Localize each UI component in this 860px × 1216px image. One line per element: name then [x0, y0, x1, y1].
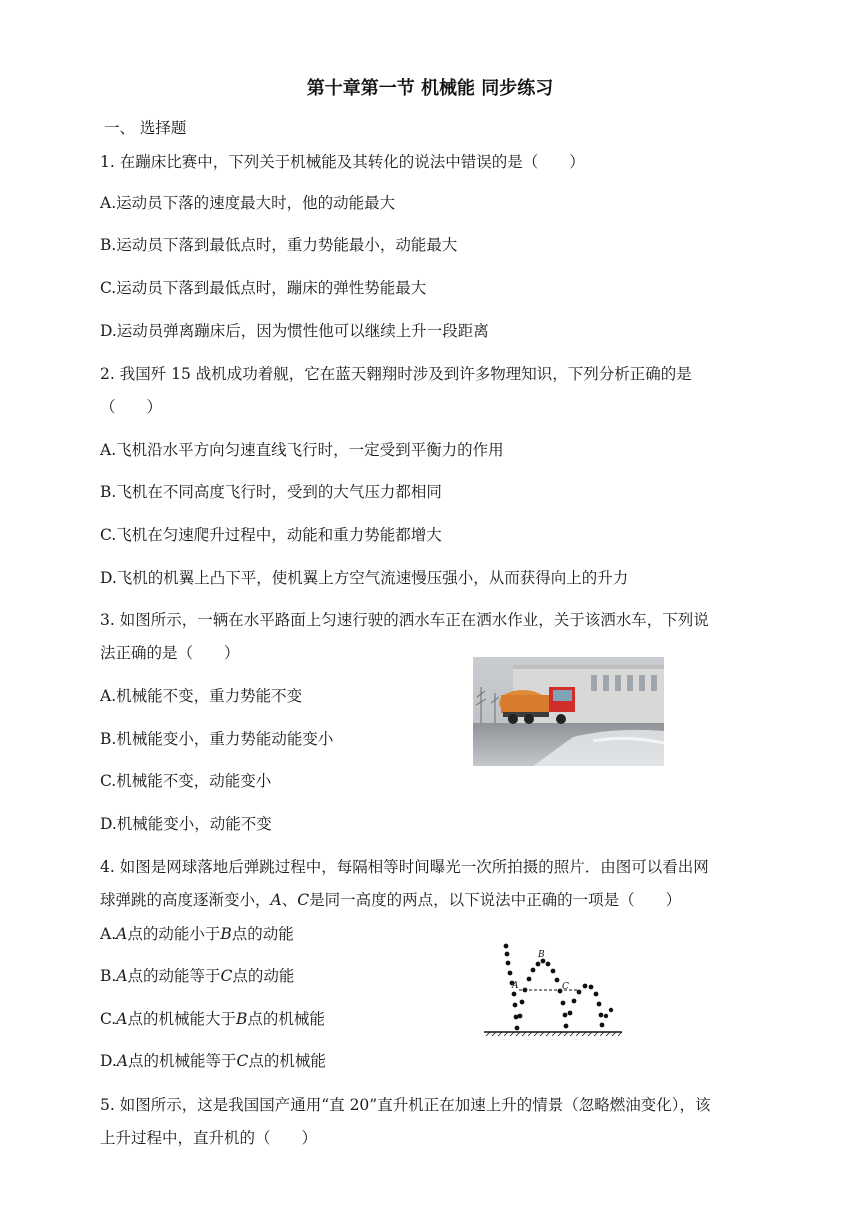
question-3-stem-line-2: 法正确的是（ ）: [100, 644, 240, 662]
question-3-stem-line-1: 3. 如图所示，一辆在水平路面上匀速行驶的洒水车正在洒水作业，关于该洒水车，下列说: [100, 611, 709, 629]
sprinkler-truck-photo: [473, 657, 664, 766]
question-5-stem-line-1: 5. 如图所示，这是我国国产通用“直 20”直升机正在加速上升的情景（忽略燃油变化），该: [100, 1096, 711, 1114]
question-4-stem-line-1: 4. 如图是网球落地后弹跳过程中，每隔相等时间曝光一次所拍摄的照片．由图可以看出网: [100, 858, 709, 876]
bouncing-ball-diagram: [478, 940, 628, 1040]
question-1-option-c: C.运动员下落到最低点时，蹦床的弹性势能最大: [100, 279, 427, 297]
question-2-option-a: A.飞机沿水平方向匀速直线飞行时，一定受到平衡力的作用: [100, 441, 504, 459]
fig-label-b: B: [538, 950, 545, 960]
question-3-option-b: B.机械能变小，重力势能动能变小: [100, 730, 334, 748]
question-1-stem: 1. 在蹦床比赛中，下列关于机械能及其转化的说法中错误的是（ ）: [100, 153, 585, 171]
question-4-option-c: C.A点的机械能大于B点的机械能: [100, 1010, 325, 1028]
question-3-option-c: C.机械能不变，动能变小: [100, 772, 272, 790]
question-2-option-b: B.飞机在不同高度飞行时，受到的大气压力都相同: [100, 483, 442, 501]
question-1-option-b: B.运动员下落到最低点时，重力势能最小，动能最大: [100, 236, 458, 254]
section-heading: 一、 选择题: [104, 119, 187, 137]
fig-label-c: C: [562, 982, 569, 992]
question-5-stem-line-2: 上升过程中，直升机的（ ）: [100, 1129, 318, 1147]
question-2-option-c: C.飞机在匀速爬升过程中，动能和重力势能都增大: [100, 526, 442, 544]
question-4-option-a: A.A点的动能小于B点的动能: [100, 925, 294, 943]
question-2-option-d: D.飞机的机翼上凸下平，使机翼上方空气流速慢压强小，从而获得向上的升力: [100, 569, 629, 587]
question-1-option-d: D.运动员弹离蹦床后，因为惯性他可以继续上升一段距离: [100, 322, 489, 340]
question-3-option-d: D.机械能变小，动能不变: [100, 815, 272, 833]
page-title: 第十章第一节 机械能 同步练习: [306, 78, 554, 99]
question-3-option-a: A.机械能不变，重力势能不变: [100, 687, 303, 705]
question-2-stem-line-2: （ ）: [100, 398, 163, 416]
question-2-stem-line-1: 2. 我国歼 15 战机成功着舰，它在蓝天翱翔时涉及到许多物理知识，下列分析正确的是: [100, 365, 692, 383]
question-4-option-b: B.A点的动能等于C点的动能: [100, 967, 295, 985]
question-1-option-a: A.运动员下落的速度最大时，他的动能最大: [100, 194, 396, 212]
question-4-option-d: D.A点的机械能等于C点的机械能: [100, 1052, 326, 1070]
fig-label-a: A: [512, 981, 519, 991]
question-4-stem-line-2: 球弹跳的高度逐渐变小，A、C是同一高度的两点，以下说法中正确的一项是（ ）: [100, 891, 682, 909]
